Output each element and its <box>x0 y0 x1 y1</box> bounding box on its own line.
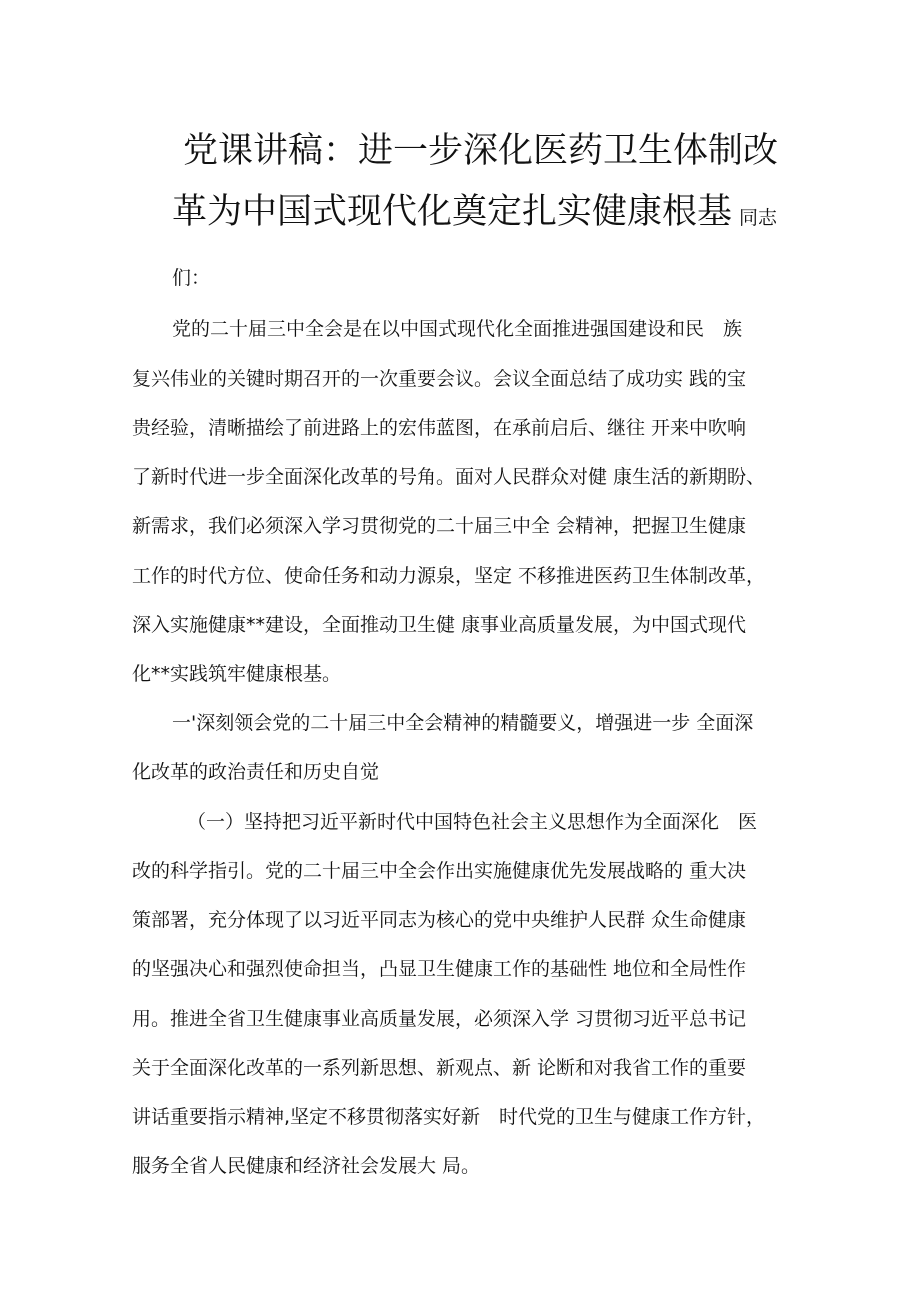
salutation-part-1: 同志 <box>739 207 778 229</box>
paragraph-1-line-8: 化**实践筑牢健康根基。 <box>132 663 342 685</box>
section-heading-line-2: 化改革的政治责任和历史自觉 <box>132 761 380 783</box>
section-heading-line-1: 一'深刻领会党的二十届三中全会精神的精髓要义，增强进一步 全面深 <box>172 712 754 734</box>
paragraph-1-line-2: 复兴伟业的关键时期召开的一次重要会议。会议全面总结了成功实 践的宝 <box>132 368 747 390</box>
salutation-part-2: 们： <box>172 267 211 289</box>
paragraph-1-line-5: 新需求，我们必须深入学习贯彻党的二十届三中全 会精神，把握卫生健康 <box>132 515 747 537</box>
paragraph-1-line-6: 工作的时代方位、使命任务和动力源泉，坚定 不移推进医药卫生体制改革， <box>132 565 766 587</box>
paragraph-1-line-7: 深入实施健康**建设，全面推动卫生健 康事业高质量发展，为中国式现代 <box>132 614 747 636</box>
paragraph-3-line-7: 讲话重要指示精神,坚定不移贯彻落实好新 时代党的卫生与健康工作方针， <box>132 1106 766 1128</box>
paragraph-3-line-1: （一）坚持把习近平新时代中国特色社会主义思想作为全面深化 医 <box>187 811 758 833</box>
paragraph-1-line-1: 党的二十届三中全会是在以中国式现代化全面推进强国建设和民 族 <box>172 318 743 340</box>
paragraph-3-line-4: 的坚强决心和强烈使命担当，凸显卫生健康工作的基础性 地位和全局性作 <box>132 958 747 980</box>
paragraph-3-line-6: 关于全面深化改革的一系列新思想、新观点、新 论断和对我省工作的重要 <box>132 1057 747 1079</box>
paragraph-3-line-2: 改的科学指引。党的二十届三中全会作出实施健康优先发展战略的 重大决 <box>132 860 747 882</box>
paragraph-3-line-8: 服务全省人民健康和经济社会发展大 局。 <box>132 1155 481 1177</box>
paragraph-3-line-5: 用。推进全省卫生健康事业高质量发展，必须深入学 习贯彻习近平总书记 <box>132 1008 747 1030</box>
document-title-line-1: 党课讲稿：进一步深化医药卫生体制改 <box>183 131 779 171</box>
paragraph-3-line-3: 策部署，充分体现了以习近平同志为核心的党中央维护人民群 众生命健康 <box>132 909 747 931</box>
paragraph-1-line-3: 贵经验，清晰描绘了前进路上的宏伟蓝图，在承前启后、继往 开来中吹响 <box>132 417 747 439</box>
paragraph-1-line-4: 了新时代进一步全面深化改革的号角。面对人民群众对健 康生活的新期盼、 <box>132 466 766 488</box>
document-title-line-2: 革为中国式现代化奠定扎实健康根基 <box>172 192 733 232</box>
